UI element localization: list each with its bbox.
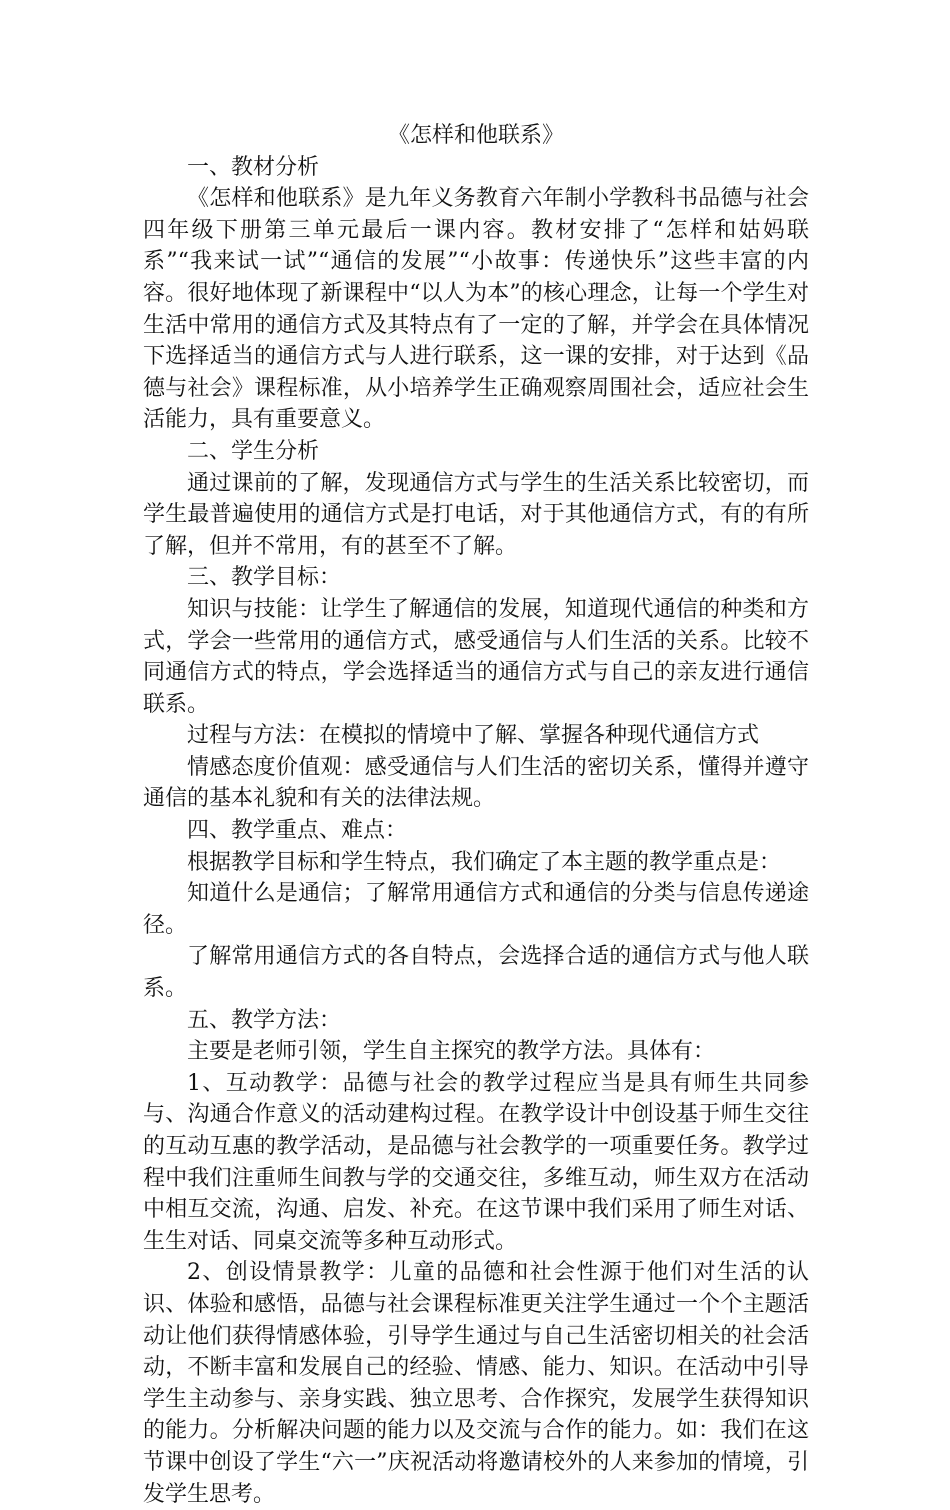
paragraph-student-analysis: 通过课前的了解，发现通信方式与学生的生活关系比较密切，而学生最普遍使用的通信方式是打电话，对于其他通信方式，有的有所了解，但并不常用，有的甚至不了解。 xyxy=(143,470,809,559)
paragraph-key-point-one: 知道什么是通信；了解常用通信方式和通信的分类与信息传递途径。 xyxy=(143,881,809,938)
paragraph-knowledge-skills: 知识与技能：让学生了解通信的发展，知道现代通信的种类和方式，学会一些常用的通信方式，感受通信与人们生活的关系。比较不同通信方式的特点，学会选择适当的通信方式与自己的亲友进行通信联系。 xyxy=(143,596,809,717)
paragraph-methods-intro: 主要是老师引领，学生自主探究的教学方法。具体有： xyxy=(187,1039,716,1065)
section-heading-student-analysis: 二、学生分析 xyxy=(187,438,320,464)
paragraph-textbook-analysis: 《怎样和他联系》是九年义务教育六年制小学教科书品德与社会四年级下册第三单元最后一课内容。教材安排了“怎样和姑妈联系”“我来试一试”“通信的发展”“小故事：传递快乐”这些丰富的内容。很好地体现了新课程中“以人为本”的核心理念，让每一个学生对生活中常用的通信方式及其特点有了一定的了解，并学会在具体情况下选择适当的通信方式与人进行联系，这一课的安排，对于达到《品德与社会》课程标准，从小培养学生正确观察周围社会，适应社会生活能力，具有重要意义。 xyxy=(143,186,809,433)
section-heading-teaching-methods: 五、教学方法： xyxy=(187,1007,342,1033)
paragraph-key-points-intro: 根据教学目标和学生特点，我们确定了本主题的教学重点是： xyxy=(187,849,782,875)
section-heading-teaching-goals: 三、教学目标： xyxy=(187,565,342,591)
section-heading-textbook-analysis: 一、教材分析 xyxy=(187,154,320,180)
paragraph-emotion-values: 情感态度价值观：感受通信与人们生活的密切关系，懂得并遵守通信的基本礼貌和有关的法律法规。 xyxy=(143,754,809,812)
paragraph-interactive-teaching: 1、互动教学：品德与社会的教学过程应当是具有师生共同参与、沟通合作意义的活动建构过程。在教学设计中创设基于师生交往的互动互惠的教学活动，是品德与社会教学的一项重要任务。教学过程中我们注重师生间教与学的交通交往，多维互动，师生双方在活动中相互交流，沟通、启发、补充。在这节课中我们采用了师生对话、生生对话、同桌交流等多种互动形式。 xyxy=(143,1070,809,1254)
paragraph-process-methods: 过程与方法：在模拟的情境中了解、掌握各种现代通信方式 xyxy=(187,723,760,749)
document-title: 《怎样和他联系》 xyxy=(387,123,564,148)
paragraph-key-point-two: 了解常用通信方式的各自特点，会选择合适的通信方式与他人联系。 xyxy=(143,944,809,1002)
document-body xyxy=(143,120,809,1510)
section-heading-key-points: 四、教学重点、难点： xyxy=(187,818,408,844)
paragraph-scenario-teaching: 2、创设情景教学：儿童的品德和社会性源于他们对生活的认识、体验和感悟，品德与社会课程标准更关注学生通过一个个主题活动让他们获得情感体验，引导学生通过与自己生活密切相关的社会活动，不断丰富和发展自己的经验、情感、能力、知识。在活动中引导学生主动参与、亲身实践、独立思考、合作探究，发展学生获得知识的能力。分析解决问题的能力以及交流与合作的能力。如：我们在这节课中创设了学生“六一”庆祝活动将邀请校外的人来参加的情境，引发学生思考。 xyxy=(143,1260,809,1507)
